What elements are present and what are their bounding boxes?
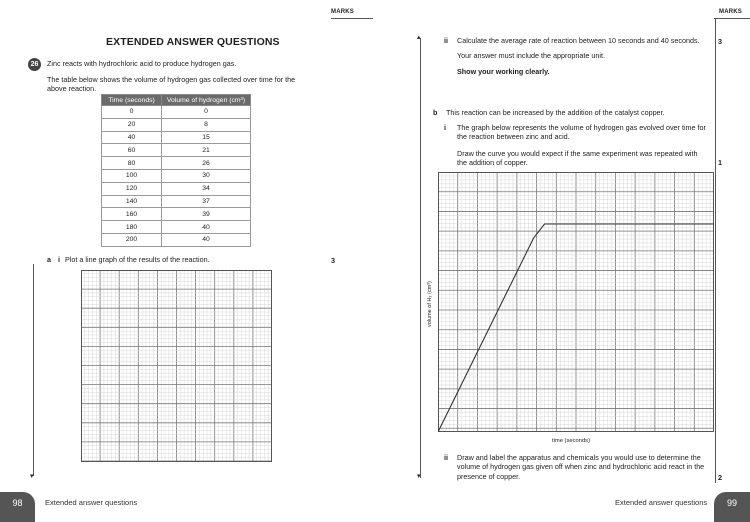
table-row <box>102 118 251 131</box>
table-header-volume: Volume of hydrogen (cm³) <box>162 95 251 106</box>
b-ii-text-3: presence of copper. <box>457 472 521 481</box>
b-i-draw-1: Draw the curve you would expect if the same experiment was repeated with <box>457 149 698 158</box>
marks-rule-left <box>331 18 373 19</box>
b-i-text-2: the reaction between zinc and acid. <box>457 132 570 141</box>
intro-text-1: Zinc reacts with hydrochloric acid to produce hydrogen gas. <box>47 59 237 68</box>
q-ii-marks: 3 <box>718 37 722 46</box>
left-page <box>0 0 330 522</box>
table-row <box>102 221 251 234</box>
table-cell: 0 <box>102 106 162 119</box>
table-cell: 39 <box>162 208 251 221</box>
graph-x-axis-label: time (seconds) <box>552 438 591 444</box>
table-cell: 200 <box>102 233 162 246</box>
table-cell: 40 <box>102 131 162 144</box>
arrow-down-icon: ▾ <box>417 473 421 480</box>
table-row <box>102 106 251 119</box>
arrow-down-icon: ▾ <box>30 473 34 480</box>
q-ii-unit-text: Your answer must include the appropriate unit. <box>457 51 605 60</box>
margin-rule-left <box>33 264 34 476</box>
marks-column-rule <box>715 18 716 483</box>
b-ii-text-1: Draw and label the apparatus and chemicals you would use to determine the <box>457 453 701 462</box>
table-header-time: Time (seconds) <box>102 95 162 106</box>
b-ii-roman: ii <box>444 453 448 462</box>
table-cell: 37 <box>162 195 251 208</box>
part-a-marks: 3 <box>331 256 335 265</box>
table-cell: 140 <box>102 195 162 208</box>
table-cell: 100 <box>102 169 162 182</box>
table-row <box>102 208 251 221</box>
part-a-roman: i <box>58 255 60 264</box>
margin-rule-right <box>420 38 421 478</box>
part-b-letter: b <box>433 108 438 117</box>
marks-header-right: MARKS <box>719 9 742 15</box>
plot-grid-blank[interactable] <box>81 270 272 462</box>
table-cell: 160 <box>102 208 162 221</box>
part-a-text: Plot a line graph of the results of the reaction. <box>65 255 210 264</box>
table-cell: 15 <box>162 131 251 144</box>
table-row <box>102 233 251 246</box>
intro-text-2a: The table below shows the volume of hydrogen gas collected over time for the <box>47 75 296 84</box>
marks-header-left: MARKS <box>331 9 354 15</box>
table-cell: 34 <box>162 182 251 195</box>
question-number-badge: 26 <box>28 58 41 71</box>
b-i-draw-2: the addition of copper. <box>457 158 528 167</box>
table-cell: 30 <box>162 169 251 182</box>
footer-title-right: Extended answer questions <box>615 498 708 507</box>
table-row <box>102 182 251 195</box>
table-cell: 40 <box>162 233 251 246</box>
q-ii-working-text: Show your working clearly. <box>457 67 550 76</box>
table-header-row <box>102 95 251 106</box>
table-row <box>102 157 251 170</box>
part-a-letter: a <box>47 255 51 264</box>
table-row <box>102 131 251 144</box>
table-cell: 26 <box>162 157 251 170</box>
b-ii-marks: 2 <box>718 473 722 482</box>
b-i-marks: 1 <box>718 158 722 167</box>
intro-text-2b: above reaction. <box>47 84 97 93</box>
footer-title-left: Extended answer questions <box>45 498 138 507</box>
table-cell: 0 <box>162 106 251 119</box>
data-table <box>101 94 251 247</box>
b-ii-text-2: volume of hydrogen gas given off when zinc and hydrochloric acid react in the <box>457 462 705 471</box>
table-cell: 120 <box>102 182 162 195</box>
table-cell: 8 <box>162 118 251 131</box>
part-b-text: This reaction can be increased by the addition of the catalyst copper. <box>446 108 665 117</box>
table-cell: 20 <box>102 118 162 131</box>
section-heading: EXTENDED ANSWER QUESTIONS <box>106 36 280 48</box>
page-number-left: 98 <box>0 492 35 522</box>
marks-rule-right <box>714 18 750 19</box>
table-cell: 40 <box>162 221 251 234</box>
table-row <box>102 169 251 182</box>
b-i-roman: i <box>444 123 446 132</box>
reaction-graph[interactable] <box>438 172 714 432</box>
page-number-right: 99 <box>714 492 750 522</box>
table-row <box>102 195 251 208</box>
table-cell: 60 <box>102 144 162 157</box>
b-i-text-1: The graph below represents the volume of hydrogen gas evolved over time for <box>457 123 706 132</box>
q-ii-text: Calculate the average rate of reaction between 10 seconds and 40 seconds. <box>457 36 700 45</box>
table-cell: 80 <box>102 157 162 170</box>
q-ii-roman: ii <box>444 36 448 45</box>
table-cell: 21 <box>162 144 251 157</box>
graph-y-axis-label: volume of H₂ (cm³) <box>427 281 433 327</box>
table-row <box>102 144 251 157</box>
table-cell: 180 <box>102 221 162 234</box>
arrow-up-icon: ▴ <box>417 34 421 41</box>
